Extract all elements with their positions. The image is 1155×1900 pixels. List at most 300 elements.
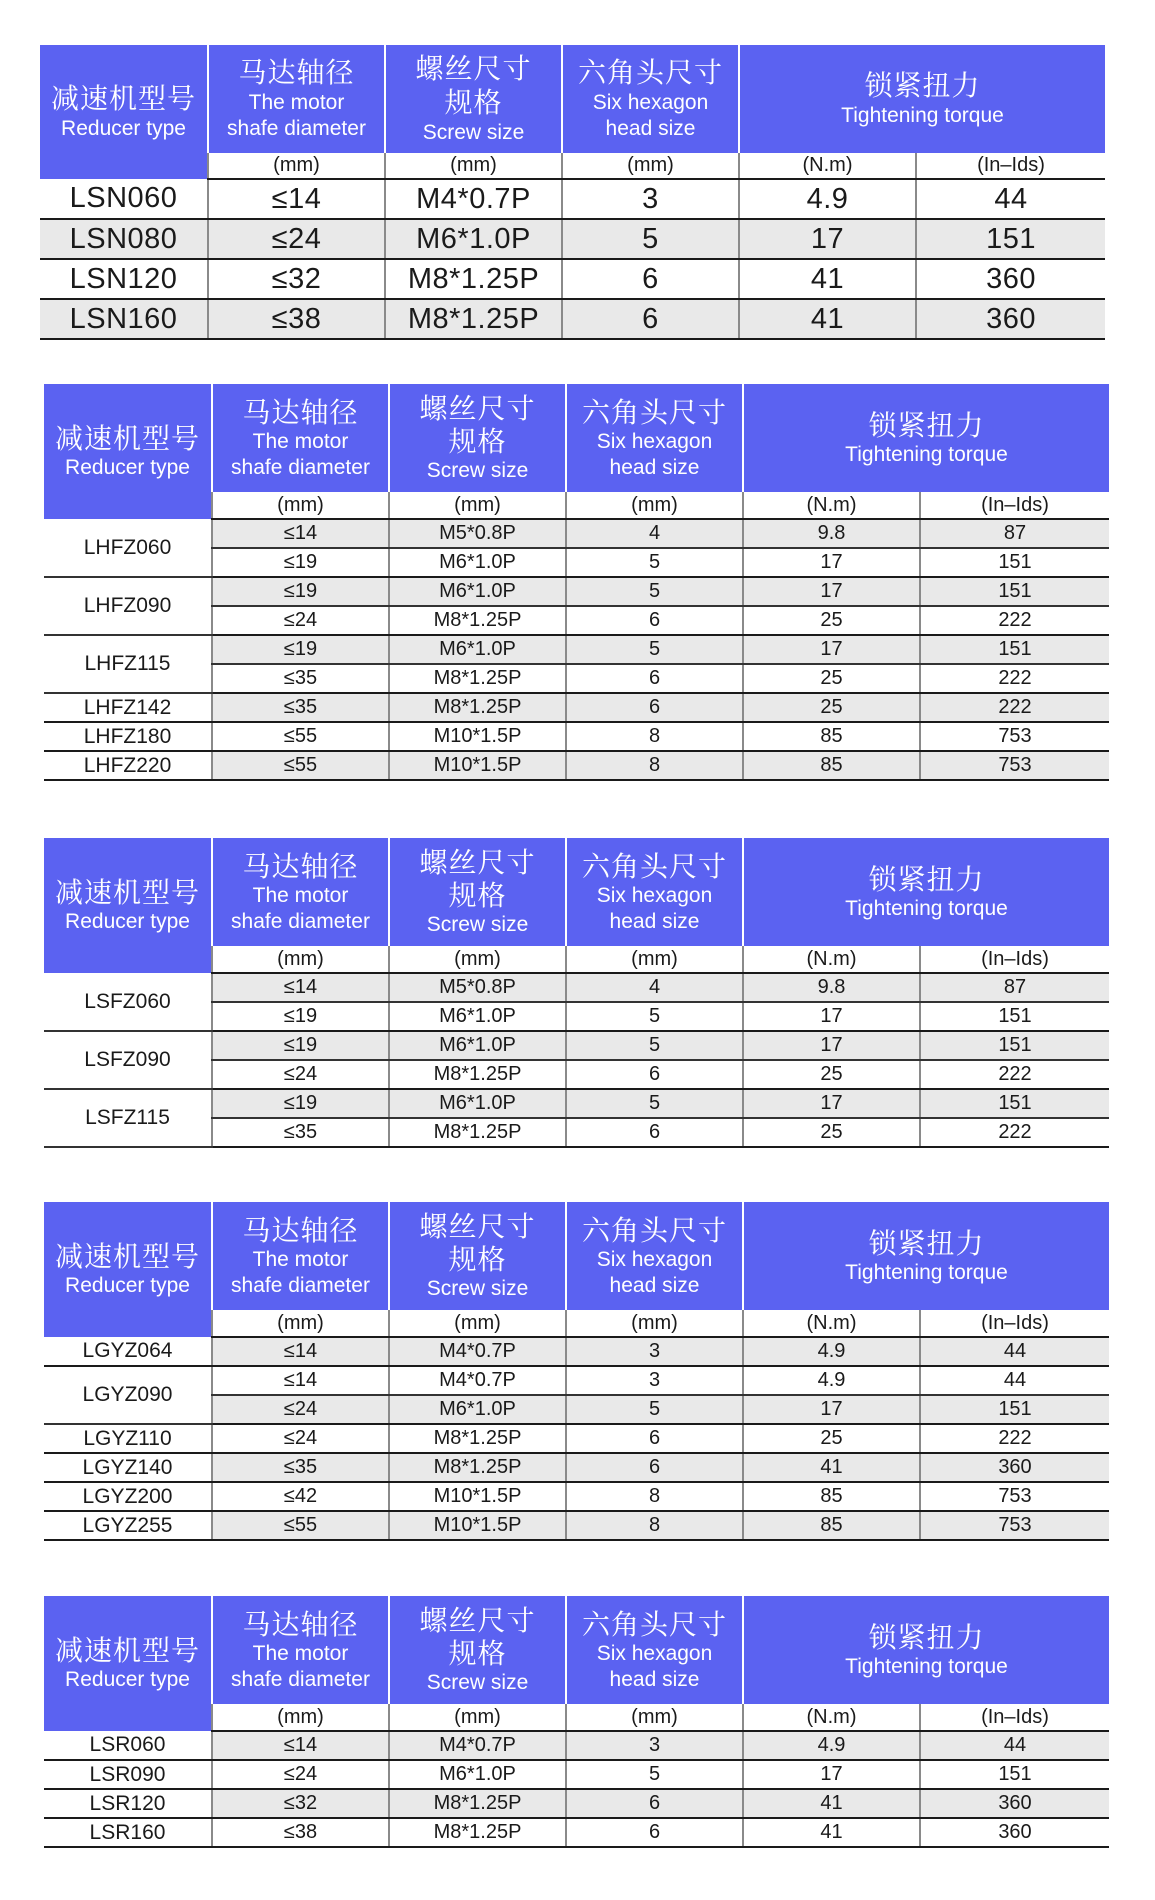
header-screw-en: Screw size xyxy=(426,1671,529,1694)
header-motor-cn: 马达轴径 xyxy=(238,56,355,89)
header-torque-en: Tightening torque xyxy=(845,1260,1008,1284)
header-reducer-type xyxy=(44,384,212,519)
table-row xyxy=(44,635,1109,664)
screw-size-cell: M8*1.25P xyxy=(385,259,562,299)
table-row xyxy=(44,519,1109,548)
header-row xyxy=(44,1596,1109,1704)
hex-size-cell: 8 xyxy=(566,722,743,751)
screw-size-cell: M10*1.5P xyxy=(389,722,566,751)
header-motor-cn: 马达轴径 xyxy=(242,849,359,883)
header-motor-en2: shafe diameter xyxy=(227,117,366,140)
hex-size-cell: 4 xyxy=(566,973,743,1002)
torque-inlbs-cell: 222 xyxy=(920,1424,1109,1453)
unit-torque-inlbs: (In–Ids) xyxy=(920,492,1109,519)
header-reducer-cn: 减速机型号 xyxy=(54,422,200,455)
header-hex-cn: 六角头尺寸 xyxy=(581,1607,727,1641)
header-torque-cn: 锁紧扭力 xyxy=(868,408,985,442)
hex-size-cell: 6 xyxy=(566,1453,743,1482)
model-cell: LSFZ060 xyxy=(44,973,212,1031)
header-row xyxy=(44,384,1109,492)
screw-size-cell: M10*1.5P xyxy=(389,751,566,780)
torque-nm-cell: 17 xyxy=(743,1089,920,1118)
torque-inlbs-cell: 222 xyxy=(920,1060,1109,1089)
shaft-diameter-cell: ≤14 xyxy=(212,1366,389,1395)
unit-screw: (mm) xyxy=(389,1310,566,1337)
header-motor-en2: shafe diameter xyxy=(231,1667,370,1691)
hex-size-cell: 5 xyxy=(566,1760,743,1789)
screw-size-cell: M6*1.0P xyxy=(389,1395,566,1424)
unit-motor: (mm) xyxy=(212,1704,389,1731)
header-hex-en1: Six hexagon xyxy=(596,1641,713,1665)
table-row xyxy=(44,1424,1109,1453)
table-row xyxy=(40,299,1105,339)
screw-size-cell: M8*1.25P xyxy=(389,1118,566,1147)
header-reducer-en: Reducer type xyxy=(65,1274,190,1297)
table-row xyxy=(44,1089,1109,1118)
header-screw-en: Screw size xyxy=(426,1277,529,1300)
shaft-diameter-cell: ≤19 xyxy=(212,548,389,577)
torque-nm-cell: 41 xyxy=(743,1818,920,1847)
model-cell: LHFZ060 xyxy=(44,519,212,577)
header-hex-en1: Six hexagon xyxy=(596,429,713,453)
header-motor-en2: shafe diameter xyxy=(231,455,370,479)
screw-size-cell: M8*1.25P xyxy=(389,1060,566,1089)
unit-motor: (mm) xyxy=(212,946,389,973)
torque-nm-cell: 25 xyxy=(743,664,920,693)
torque-inlbs-cell: 44 xyxy=(920,1731,1109,1760)
header-torque-cn: 锁紧扭力 xyxy=(868,1620,985,1654)
header-reducer-type xyxy=(44,838,212,973)
hex-size-cell: 6 xyxy=(562,259,739,299)
shaft-diameter-cell: ≤24 xyxy=(208,219,385,259)
model-cell: LSN060 xyxy=(40,179,208,219)
screw-size-cell: M10*1.5P xyxy=(389,1511,566,1540)
header-screw-size xyxy=(389,1202,566,1310)
header-hex-cn: 六角头尺寸 xyxy=(581,395,727,429)
torque-inlbs-cell: 360 xyxy=(920,1453,1109,1482)
header-reducer-type xyxy=(44,1596,212,1731)
shaft-diameter-cell: ≤24 xyxy=(212,606,389,635)
model-cell: LSN120 xyxy=(40,259,208,299)
model-cell: LGYZ110 xyxy=(44,1424,212,1453)
unit-torque-nm: (N.m) xyxy=(743,1310,920,1337)
screw-size-cell: M6*1.0P xyxy=(389,1031,566,1060)
header-screw-size xyxy=(389,1596,566,1704)
table-row xyxy=(44,1482,1109,1511)
shaft-diameter-cell: ≤19 xyxy=(212,635,389,664)
header-screw-cn1: 螺丝尺寸 xyxy=(419,1210,536,1243)
hex-size-cell: 6 xyxy=(566,1818,743,1847)
screw-size-cell: M5*0.8P xyxy=(389,973,566,1002)
header-reducer-type xyxy=(40,45,208,179)
torque-nm-cell: 17 xyxy=(743,1002,920,1031)
header-hex-head xyxy=(566,384,743,492)
hex-size-cell: 6 xyxy=(562,299,739,339)
model-cell: LGYZ064 xyxy=(44,1337,212,1366)
shaft-diameter-cell: ≤35 xyxy=(212,1453,389,1482)
header-reducer-cn: 减速机型号 xyxy=(54,1634,200,1667)
header-motor-en2: shafe diameter xyxy=(231,1273,370,1297)
unit-screw: (mm) xyxy=(385,153,562,179)
torque-nm-cell: 85 xyxy=(743,1511,920,1540)
table-row xyxy=(40,219,1105,259)
torque-inlbs-cell: 222 xyxy=(920,606,1109,635)
header-hex-head xyxy=(566,838,743,946)
header-torque xyxy=(743,1202,1109,1310)
torque-nm-cell: 85 xyxy=(743,751,920,780)
header-hex-en1: Six hexagon xyxy=(596,883,713,907)
table-row xyxy=(44,973,1109,1002)
screw-size-cell: M8*1.25P xyxy=(389,664,566,693)
header-motor-shaft xyxy=(212,1596,389,1704)
torque-nm-cell: 41 xyxy=(739,299,916,339)
shaft-diameter-cell: ≤24 xyxy=(212,1060,389,1089)
screw-size-cell: M6*1.0P xyxy=(389,635,566,664)
screw-size-cell: M8*1.25P xyxy=(385,299,562,339)
shaft-diameter-cell: ≤14 xyxy=(212,973,389,1002)
torque-inlbs-cell: 151 xyxy=(916,219,1105,259)
table-row xyxy=(44,693,1109,722)
torque-inlbs-cell: 222 xyxy=(920,664,1109,693)
torque-inlbs-cell: 151 xyxy=(920,548,1109,577)
table-row xyxy=(44,1731,1109,1760)
hex-size-cell: 4 xyxy=(566,519,743,548)
header-reducer-cn: 减速机型号 xyxy=(50,82,196,115)
header-row xyxy=(44,838,1109,946)
screw-size-cell: M10*1.5P xyxy=(389,1482,566,1511)
torque-inlbs-cell: 87 xyxy=(920,973,1109,1002)
header-torque xyxy=(743,838,1109,946)
unit-screw: (mm) xyxy=(389,492,566,519)
shaft-diameter-cell: ≤19 xyxy=(212,1031,389,1060)
unit-torque-nm: (N.m) xyxy=(743,1704,920,1731)
shaft-diameter-cell: ≤38 xyxy=(212,1818,389,1847)
header-motor-en1: The motor xyxy=(248,91,345,114)
hex-size-cell: 8 xyxy=(566,1511,743,1540)
header-screw-cn2: 规格 xyxy=(448,425,507,458)
unit-torque-inlbs: (In–Ids) xyxy=(916,153,1105,179)
unit-hex: (mm) xyxy=(566,946,743,973)
unit-screw: (mm) xyxy=(389,946,566,973)
table-row xyxy=(44,1366,1109,1395)
torque-inlbs-cell: 222 xyxy=(920,693,1109,722)
header-row xyxy=(44,1202,1109,1310)
hex-size-cell: 5 xyxy=(566,1002,743,1031)
hex-size-cell: 5 xyxy=(566,635,743,664)
header-torque-cn: 锁紧扭力 xyxy=(864,69,981,102)
shaft-diameter-cell: ≤55 xyxy=(212,751,389,780)
header-hex-en2: head size xyxy=(609,1273,700,1297)
hex-size-cell: 8 xyxy=(566,1482,743,1511)
screw-size-cell: M4*0.7P xyxy=(389,1366,566,1395)
hex-size-cell: 3 xyxy=(566,1731,743,1760)
header-torque-en: Tightening torque xyxy=(845,896,1008,920)
screw-size-cell: M8*1.25P xyxy=(389,1818,566,1847)
unit-motor: (mm) xyxy=(212,1310,389,1337)
torque-inlbs-cell: 87 xyxy=(920,519,1109,548)
torque-nm-cell: 25 xyxy=(743,606,920,635)
torque-nm-cell: 4.9 xyxy=(743,1366,920,1395)
shaft-diameter-cell: ≤55 xyxy=(212,1511,389,1540)
header-screw-cn2: 规格 xyxy=(448,1243,507,1276)
header-screw-cn1: 螺丝尺寸 xyxy=(415,52,532,85)
header-screw-size xyxy=(389,384,566,492)
model-cell: LGYZ200 xyxy=(44,1482,212,1511)
header-hex-en2: head size xyxy=(609,909,700,933)
torque-inlbs-cell: 360 xyxy=(916,299,1105,339)
spec-table-lhfz xyxy=(44,384,1109,781)
shaft-diameter-cell: ≤19 xyxy=(212,577,389,606)
torque-nm-cell: 17 xyxy=(743,577,920,606)
unit-torque-inlbs: (In–Ids) xyxy=(920,946,1109,973)
torque-nm-cell: 25 xyxy=(743,1060,920,1089)
torque-nm-cell: 17 xyxy=(743,1760,920,1789)
header-hex-cn: 六角头尺寸 xyxy=(581,1213,727,1247)
shaft-diameter-cell: ≤14 xyxy=(212,519,389,548)
header-screw-size xyxy=(389,838,566,946)
header-torque-cn: 锁紧扭力 xyxy=(868,862,985,896)
shaft-diameter-cell: ≤35 xyxy=(212,1118,389,1147)
torque-nm-cell: 9.8 xyxy=(743,973,920,1002)
header-screw-cn2: 规格 xyxy=(448,1637,507,1670)
torque-inlbs-cell: 753 xyxy=(920,1482,1109,1511)
table-row xyxy=(44,722,1109,751)
table-row xyxy=(44,1789,1109,1818)
screw-size-cell: M6*1.0P xyxy=(389,577,566,606)
shaft-diameter-cell: ≤35 xyxy=(212,664,389,693)
spec-table-lgyz xyxy=(44,1202,1109,1541)
shaft-diameter-cell: ≤24 xyxy=(212,1760,389,1789)
header-motor-cn: 马达轴径 xyxy=(242,1607,359,1641)
screw-size-cell: M4*0.7P xyxy=(389,1337,566,1366)
hex-size-cell: 5 xyxy=(566,1395,743,1424)
header-reducer-cn: 减速机型号 xyxy=(54,1240,200,1273)
torque-nm-cell: 85 xyxy=(743,722,920,751)
torque-inlbs-cell: 151 xyxy=(920,1031,1109,1060)
model-cell: LSR120 xyxy=(44,1789,212,1818)
model-cell: LSR060 xyxy=(44,1731,212,1760)
torque-inlbs-cell: 44 xyxy=(920,1366,1109,1395)
table-row xyxy=(44,1337,1109,1366)
torque-nm-cell: 9.8 xyxy=(743,519,920,548)
header-torque-cn: 锁紧扭力 xyxy=(868,1226,985,1260)
table-row xyxy=(44,1511,1109,1540)
unit-screw: (mm) xyxy=(389,1704,566,1731)
unit-torque-inlbs: (In–Ids) xyxy=(920,1310,1109,1337)
torque-inlbs-cell: 753 xyxy=(920,1511,1109,1540)
torque-nm-cell: 17 xyxy=(743,548,920,577)
header-reducer-cn: 减速机型号 xyxy=(54,876,200,909)
torque-nm-cell: 17 xyxy=(739,219,916,259)
header-reducer-en: Reducer type xyxy=(61,117,186,140)
unit-motor: (mm) xyxy=(212,492,389,519)
shaft-diameter-cell: ≤32 xyxy=(208,259,385,299)
table-row xyxy=(44,751,1109,780)
model-cell: LHFZ090 xyxy=(44,577,212,635)
screw-size-cell: M8*1.25P xyxy=(389,606,566,635)
header-hex-cn: 六角头尺寸 xyxy=(577,56,723,89)
header-screw-en: Screw size xyxy=(422,121,525,144)
torque-inlbs-cell: 151 xyxy=(920,1089,1109,1118)
hex-size-cell: 6 xyxy=(566,664,743,693)
model-cell: LSN080 xyxy=(40,219,208,259)
header-reducer-type xyxy=(44,1202,212,1337)
torque-nm-cell: 41 xyxy=(743,1453,920,1482)
unit-motor: (mm) xyxy=(208,153,385,179)
header-motor-en2: shafe diameter xyxy=(231,909,370,933)
torque-nm-cell: 85 xyxy=(743,1482,920,1511)
header-motor-cn: 马达轴径 xyxy=(242,395,359,429)
hex-size-cell: 6 xyxy=(566,1060,743,1089)
spec-table-lsfz xyxy=(44,838,1109,1148)
table-row xyxy=(40,259,1105,299)
header-motor-en1: The motor xyxy=(252,1641,349,1665)
spec-table-lsn xyxy=(40,45,1105,340)
shaft-diameter-cell: ≤38 xyxy=(208,299,385,339)
torque-nm-cell: 17 xyxy=(743,1031,920,1060)
header-row xyxy=(40,45,1105,153)
header-motor-shaft xyxy=(208,45,385,153)
torque-nm-cell: 17 xyxy=(743,1395,920,1424)
torque-inlbs-cell: 360 xyxy=(916,259,1105,299)
torque-inlbs-cell: 222 xyxy=(920,1118,1109,1147)
hex-size-cell: 6 xyxy=(566,606,743,635)
header-torque-en: Tightening torque xyxy=(841,104,1004,127)
screw-size-cell: M8*1.25P xyxy=(389,693,566,722)
model-cell: LHFZ142 xyxy=(44,693,212,722)
header-motor-en1: The motor xyxy=(252,1247,349,1271)
screw-size-cell: M8*1.25P xyxy=(389,1424,566,1453)
screw-size-cell: M5*0.8P xyxy=(389,519,566,548)
header-hex-head xyxy=(562,45,739,153)
header-hex-cn: 六角头尺寸 xyxy=(581,849,727,883)
screw-size-cell: M4*0.7P xyxy=(389,1731,566,1760)
header-reducer-en: Reducer type xyxy=(65,456,190,479)
table-row xyxy=(44,1760,1109,1789)
hex-size-cell: 6 xyxy=(566,693,743,722)
unit-hex: (mm) xyxy=(562,153,739,179)
screw-size-cell: M8*1.25P xyxy=(389,1789,566,1818)
header-motor-shaft xyxy=(212,384,389,492)
torque-nm-cell: 41 xyxy=(743,1789,920,1818)
unit-hex: (mm) xyxy=(566,1310,743,1337)
header-torque-en: Tightening torque xyxy=(845,442,1008,466)
header-torque xyxy=(739,45,1105,153)
header-hex-head xyxy=(566,1202,743,1310)
shaft-diameter-cell: ≤35 xyxy=(212,693,389,722)
unit-hex: (mm) xyxy=(566,492,743,519)
model-cell: LGYZ255 xyxy=(44,1511,212,1540)
hex-size-cell: 6 xyxy=(566,1424,743,1453)
torque-inlbs-cell: 151 xyxy=(920,635,1109,664)
header-screw-size xyxy=(385,45,562,153)
shaft-diameter-cell: ≤14 xyxy=(208,179,385,219)
torque-inlbs-cell: 360 xyxy=(920,1818,1109,1847)
header-motor-en1: The motor xyxy=(252,429,349,453)
torque-inlbs-cell: 151 xyxy=(920,1002,1109,1031)
screw-size-cell: M6*1.0P xyxy=(389,548,566,577)
table-row xyxy=(44,1453,1109,1482)
torque-nm-cell: 25 xyxy=(743,1424,920,1453)
shaft-diameter-cell: ≤24 xyxy=(212,1424,389,1453)
hex-size-cell: 8 xyxy=(566,751,743,780)
torque-nm-cell: 25 xyxy=(743,693,920,722)
unit-torque-nm: (N.m) xyxy=(743,946,920,973)
header-torque xyxy=(743,1596,1109,1704)
screw-size-cell: M4*0.7P xyxy=(385,179,562,219)
unit-torque-nm: (N.m) xyxy=(739,153,916,179)
header-hex-en2: head size xyxy=(609,455,700,479)
hex-size-cell: 5 xyxy=(562,219,739,259)
torque-nm-cell: 25 xyxy=(743,1118,920,1147)
torque-inlbs-cell: 44 xyxy=(916,179,1105,219)
header-screw-cn1: 螺丝尺寸 xyxy=(419,846,536,879)
shaft-diameter-cell: ≤19 xyxy=(212,1089,389,1118)
hex-size-cell: 6 xyxy=(566,1789,743,1818)
hex-size-cell: 3 xyxy=(566,1337,743,1366)
screw-size-cell: M6*1.0P xyxy=(389,1089,566,1118)
hex-size-cell: 5 xyxy=(566,1089,743,1118)
header-hex-en2: head size xyxy=(605,117,696,140)
table-row xyxy=(44,1031,1109,1060)
header-reducer-en: Reducer type xyxy=(65,1668,190,1691)
header-screw-cn1: 螺丝尺寸 xyxy=(419,1604,536,1637)
torque-inlbs-cell: 753 xyxy=(920,751,1109,780)
torque-nm-cell: 4.9 xyxy=(743,1731,920,1760)
model-cell: LSR160 xyxy=(44,1818,212,1847)
header-hex-en2: head size xyxy=(609,1667,700,1691)
header-screw-cn2: 规格 xyxy=(444,86,503,119)
shaft-diameter-cell: ≤32 xyxy=(212,1789,389,1818)
header-screw-en: Screw size xyxy=(426,459,529,482)
model-cell: LGYZ090 xyxy=(44,1366,212,1424)
torque-nm-cell: 41 xyxy=(739,259,916,299)
torque-inlbs-cell: 151 xyxy=(920,1760,1109,1789)
shaft-diameter-cell: ≤55 xyxy=(212,722,389,751)
header-hex-en1: Six hexagon xyxy=(596,1247,713,1271)
header-motor-en1: The motor xyxy=(252,883,349,907)
header-screw-en: Screw size xyxy=(426,913,529,936)
model-cell: LSFZ090 xyxy=(44,1031,212,1089)
shaft-diameter-cell: ≤14 xyxy=(212,1731,389,1760)
torque-inlbs-cell: 360 xyxy=(920,1789,1109,1818)
unit-torque-inlbs: (In–Ids) xyxy=(920,1704,1109,1731)
header-screw-cn1: 螺丝尺寸 xyxy=(419,392,536,425)
model-cell: LHFZ180 xyxy=(44,722,212,751)
model-cell: LGYZ140 xyxy=(44,1453,212,1482)
torque-inlbs-cell: 44 xyxy=(920,1337,1109,1366)
header-screw-cn2: 规格 xyxy=(448,879,507,912)
header-torque-en: Tightening torque xyxy=(845,1654,1008,1678)
header-motor-shaft xyxy=(212,1202,389,1310)
hex-size-cell: 5 xyxy=(566,577,743,606)
unit-torque-nm: (N.m) xyxy=(743,492,920,519)
hex-size-cell: 3 xyxy=(566,1366,743,1395)
screw-size-cell: M8*1.25P xyxy=(389,1453,566,1482)
spec-table-lsr xyxy=(44,1596,1109,1848)
header-motor-shaft xyxy=(212,838,389,946)
header-hex-head xyxy=(566,1596,743,1704)
shaft-diameter-cell: ≤14 xyxy=(212,1337,389,1366)
header-hex-en1: Six hexagon xyxy=(592,91,709,114)
header-motor-cn: 马达轴径 xyxy=(242,1213,359,1247)
hex-size-cell: 5 xyxy=(566,1031,743,1060)
torque-nm-cell: 4.9 xyxy=(743,1337,920,1366)
torque-inlbs-cell: 151 xyxy=(920,1395,1109,1424)
shaft-diameter-cell: ≤24 xyxy=(212,1395,389,1424)
screw-size-cell: M6*1.0P xyxy=(389,1002,566,1031)
model-cell: LSFZ115 xyxy=(44,1089,212,1147)
